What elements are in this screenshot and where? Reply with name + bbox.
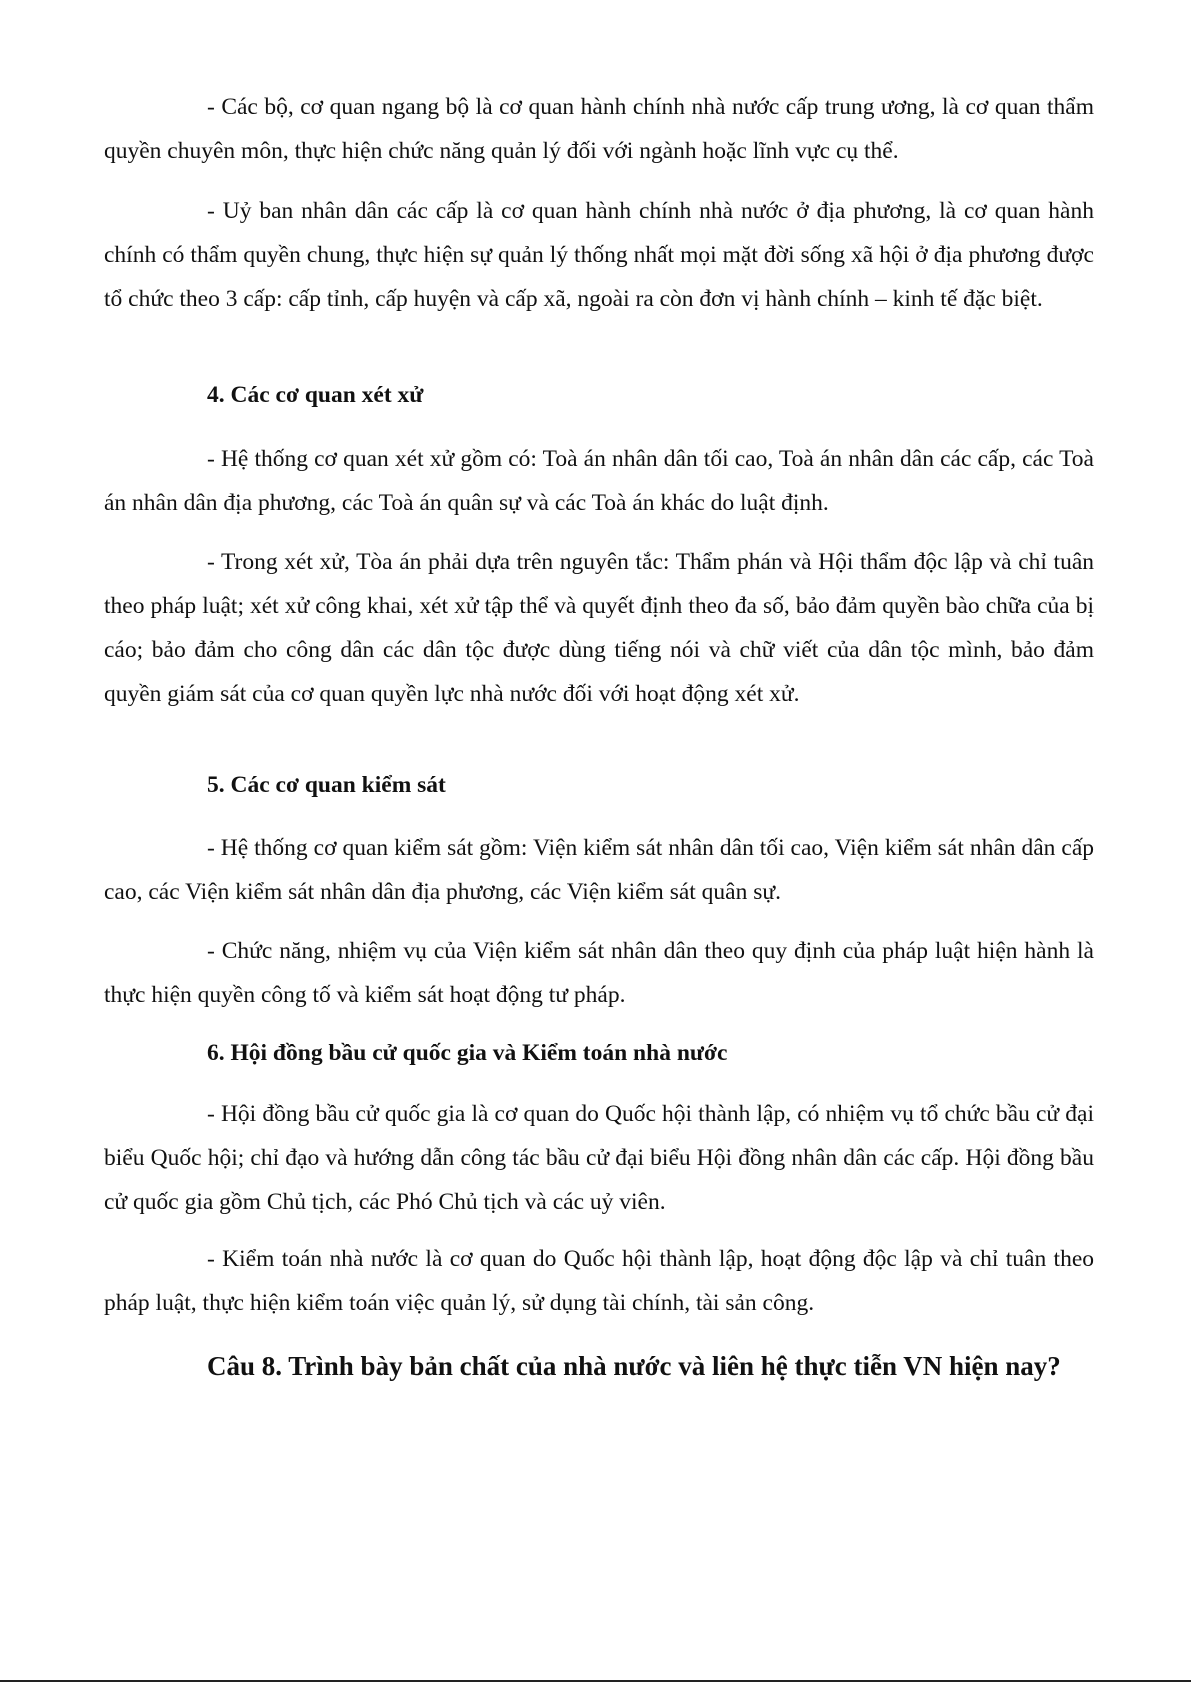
paragraph-state-audit: - Kiểm toán nhà nước là cơ quan do Quốc hội thành lập, hoạt động độc lập và chỉ tuân theo pháp luật, thực hiện kiểm toán việc quản lý, sử dụng tài chính, tài sản công. [104,1246,1094,1316]
heading-procuracy: 5. Các cơ quan kiểm sát [207,772,446,798]
paragraph-ministries: - Các bộ, cơ quan ngang bộ là cơ quan hành chính nhà nước cấp trung ương, là cơ quan thẩm quyền chuyên môn, thực hiện chức năng quản lý đối với ngành hoặc lĩnh vực cụ thể. [104,94,1094,164]
paragraph-procuracy-functions: - Chức năng, nhiệm vụ của Viện kiểm sát nhân dân theo quy định của pháp luật hiện hành là thực hiện quyền công tố và kiểm sát hoạt động tư pháp. [104,938,1094,1008]
paragraph-election-council: - Hội đồng bầu cử quốc gia là cơ quan do Quốc hội thành lập, có nhiệm vụ tổ chức bầu cử đại biểu Quốc hội; chỉ đạo và hướng dẫn công tác bầu cử đại biểu Hội đồng nhân dân các cấp. Hội đồng bầu cử quốc gia gồm Chủ tịch, các Phó Chủ tịch và các uỷ viên. [104,1101,1094,1215]
heading-election-council-audit: 6. Hội đồng bầu cử quốc gia và Kiểm toán nhà nước [207,1040,728,1066]
paragraph-trial-principles: - Trong xét xử, Tòa án phải dựa trên nguyên tắc: Thẩm phán và Hội thẩm độc lập và chỉ tuân theo pháp luật; xét xử công khai, xét xử tập thể và quyết định theo đa số, bảo đảm quyền bào chữa của bị cáo; bảo đảm cho công dân các dân tộc được dùng tiếng nói và chữ viết của dân tộc mình, bảo đảm quyền giám sát của cơ quan quyền lực nhà nước đối với hoạt động xét xử. [104,549,1094,707]
paragraph-procuracy-system: - Hệ thống cơ quan kiểm sát gồm: Viện kiểm sát nhân dân tối cao, Viện kiểm sát nhân dân cấp cao, các Viện kiểm sát nhân dân địa phương, các Viện kiểm sát quân sự. [104,835,1094,905]
paragraph-peoples-committee: - Uỷ ban nhân dân các cấp là cơ quan hành chính nhà nước ở địa phương, là cơ quan hành chính có thẩm quyền chung, thực hiện sự quản lý thống nhất mọi mặt đời sống xã hội ở địa phương được tổ chức theo 3 cấp: cấp tỉnh, cấp huyện và cấp xã, ngoài ra còn đơn vị hành chính – kinh tế đặc biệt. [104,198,1094,312]
page-bottom-rule [0,1680,1191,1682]
paragraph-court-system: - Hệ thống cơ quan xét xử gồm có: Toà án nhân dân tối cao, Toà án nhân dân các cấp, các Toà án nhân dân địa phương, các Toà án quân sự và các Toà án khác do luật định. [104,446,1094,516]
heading-courts: 4. Các cơ quan xét xử [207,382,424,408]
question-8-title: Câu 8. Trình bày bản chất của nhà nước và liên hệ thực tiễn VN hiện nay? [207,1351,1061,1381]
